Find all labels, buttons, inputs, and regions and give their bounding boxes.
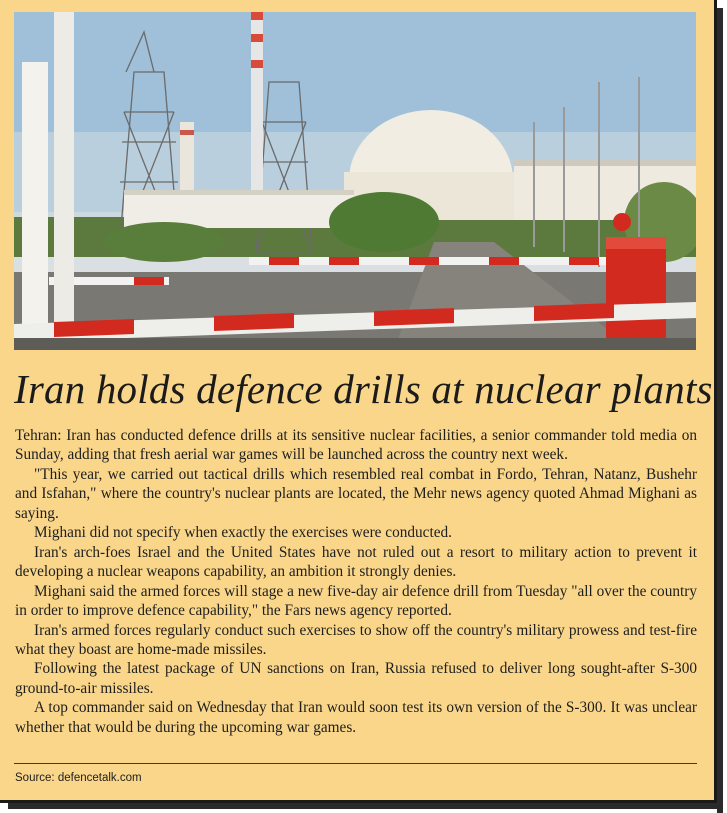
article-paragraph: A top commander said on Wednesday that Iran would soon test its own version of the S-300. It was unclear whether that would be during the upcoming war games. bbox=[15, 699, 697, 736]
article-paragraph: Iran's arch-foes Israel and the United States have not ruled out a resort to military action to prevent it developing a nuclear weapons capability, an ambition it strongly denies. bbox=[15, 543, 697, 581]
article-paragraph: Tehran: Iran has conducted defence drills at its sensitive nuclear facilities, a senior commander told media on Sunday, adding that fresh aerial war games will be launched across the country next week. bbox=[15, 427, 697, 464]
article-paragraph: Following the latest package of UN sanctions on Iran, Russia refused to deliver long sought-after S-300 ground-to-air missiles. bbox=[15, 660, 697, 697]
panel-shadow-right bbox=[717, 8, 723, 813]
headline: Iran holds defence drills at nuclear plants bbox=[14, 366, 713, 412]
source-divider bbox=[14, 763, 697, 764]
panel-shadow-bottom bbox=[8, 803, 723, 809]
source-credit: Source: defencetalk.com bbox=[15, 772, 142, 784]
article-paragraph: Mighani did not specify when exactly the exercises were conducted. bbox=[34, 524, 452, 542]
nuclear-plant-illustration bbox=[14, 12, 696, 350]
article-paragraph: "This year, we carried out tactical drills which resembled real combat in Fordo, Tehran, Natanz, Bushehr and Isfahan," where the country's nuclear plants are located, the Mehr news agency quoted Ahmad Mighani as saying. bbox=[15, 465, 697, 522]
nuclear-plant-photo bbox=[14, 12, 696, 350]
article-paragraph: Iran's armed forces regularly conduct such exercises to show off the country's military prowess and test-fire what they boast are home-made missiles. bbox=[15, 621, 697, 658]
article-paragraph: Mighani said the armed forces will stage a new five-day air defence drill from Tuesday "all over the country in order to improve defence capability," the Fars news agency reported. bbox=[15, 582, 697, 620]
article-body bbox=[15, 426, 697, 737]
